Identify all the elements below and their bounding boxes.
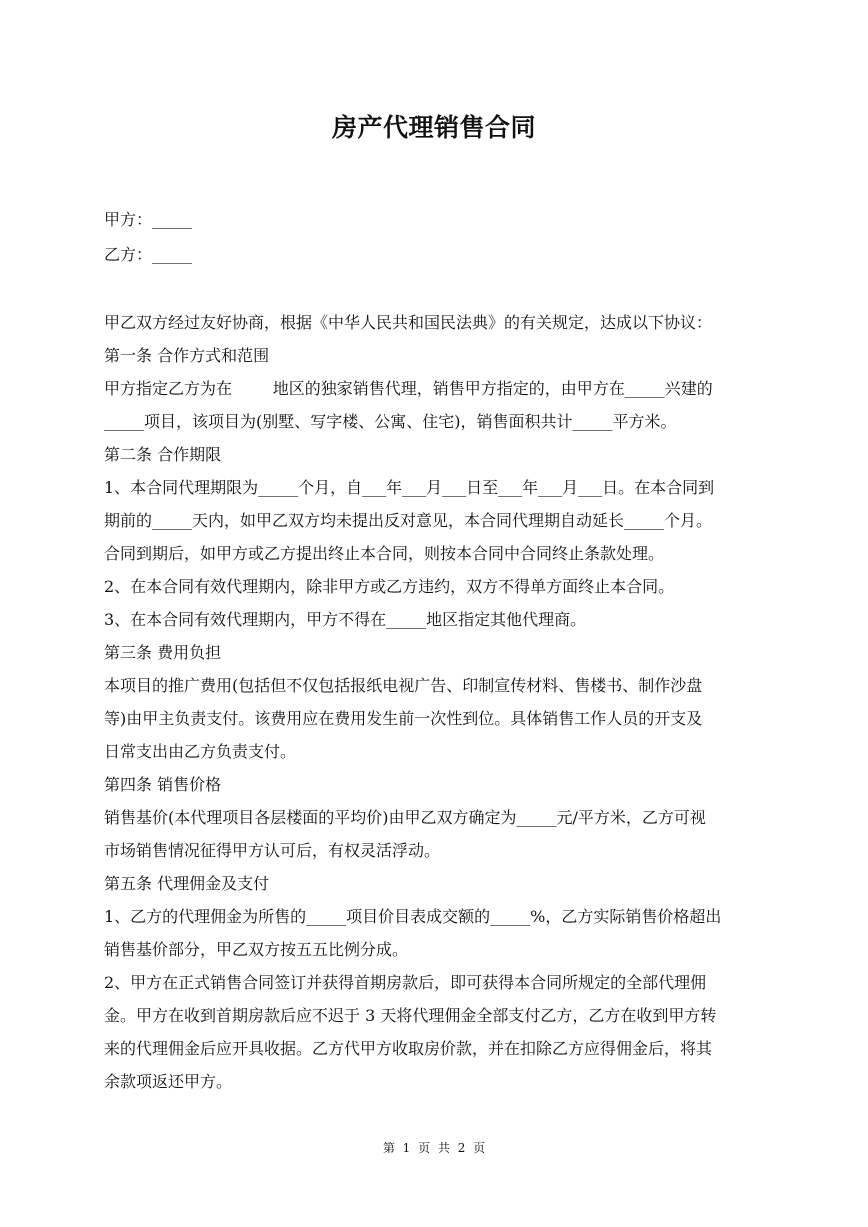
article-heading: 第二条 合作期限 bbox=[104, 445, 222, 464]
paragraph-line: 甲方指定乙方为在 地区的独家销售代理，销售甲方指定的，由甲方在_____兴建的 bbox=[104, 379, 713, 398]
paragraph-line: 2、甲方在正式销售合同签订并获得首期房款后，即可获得本合同所规定的全部代理佣 bbox=[104, 973, 707, 992]
page-footer: 第 1 页 共 2 页 bbox=[382, 1141, 486, 1155]
article-heading: 第一条 合作方式和范围 bbox=[104, 346, 270, 365]
paragraph-line: 3、在本合同有效代理期内，甲方不得在_____地区指定其他代理商。 bbox=[104, 610, 587, 629]
paragraph-line: 合同到期后，如甲方或乙方提出终止本合同，则按本合同中合同终止条款处理。 bbox=[104, 544, 665, 563]
party-b-line: 乙方：_____ bbox=[104, 245, 193, 264]
party-a-line: 甲方：_____ bbox=[104, 210, 193, 229]
paragraph-line: 来的代理佣金后应开具收据。乙方代甲方收取房价款，并在扣除乙方应得佣金后，将其 bbox=[104, 1039, 713, 1058]
paragraph-line: 日常支出由乙方负责支付。 bbox=[104, 742, 297, 761]
paragraph-line: _____项目，该项目为(别墅、写字楼、公寓、住宅)，销售面积共计_____平方米。 bbox=[104, 412, 677, 431]
paragraph-line: 2、在本合同有效代理期内，除非甲方或乙方违约，双方不得单方面终止本合同。 bbox=[104, 577, 675, 596]
article-heading: 第四条 销售价格 bbox=[104, 775, 222, 794]
paragraph-line: 1、乙方的代理佣金为所售的_____项目价目表成交额的_____%，乙方实际销售价格超出 bbox=[104, 907, 722, 926]
paragraph-line: 市场销售情况征得甲方认可后，有权灵活浮动。 bbox=[104, 841, 441, 860]
paragraph-line: 期前的_____天内，如甲乙双方均未提出反对意见，本合同代理期自动延长_____个月。 bbox=[104, 511, 713, 530]
document-title: 房产代理销售合同 bbox=[331, 113, 536, 142]
article-heading: 第三条 费用负担 bbox=[104, 643, 222, 662]
paragraph-line: 余款项返还甲方。 bbox=[104, 1072, 233, 1091]
paragraph-line: 等)由甲主负责支付。该费用应在费用发生前一次性到位。具体销售工作人员的开支及 bbox=[104, 709, 703, 728]
article-heading: 第五条 代理佣金及支付 bbox=[104, 874, 270, 893]
contract-body bbox=[104, 306, 768, 1098]
paragraph-line: 销售基价部分，甲乙双方按五五比例分成。 bbox=[104, 940, 409, 959]
paragraph-line: 金。甲方在收到首期房款后应不迟于 3 天将代理佣金全部支付乙方，乙方在收到甲方转 bbox=[104, 1006, 717, 1025]
paragraph-line: 甲乙双方经过友好协商，根据《中华人民共和国民法典》的有关规定，达成以下协议： bbox=[104, 313, 713, 332]
paragraph-line: 1、本合同代理期限为_____个月，自___年___月___日至___年___月___日。在本合同到 bbox=[104, 478, 715, 497]
paragraph-line: 本项目的推广费用(包括但不仅包括报纸电视广告、印制宣传材料、售楼书、制作沙盘 bbox=[104, 676, 703, 695]
paragraph-line: 销售基价(本代理项目各层楼面的平均价)由甲乙双方确定为_____元/平方米，乙方可视 bbox=[104, 808, 706, 827]
